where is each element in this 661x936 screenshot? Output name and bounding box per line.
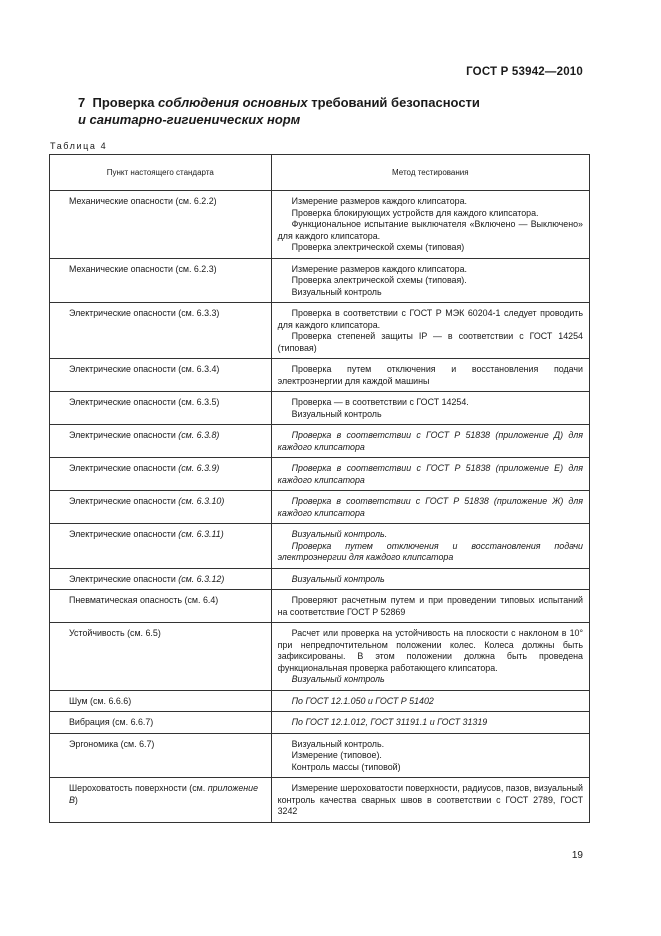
clause-text: Электрические опасности — [69, 430, 179, 440]
clause-ref: (см. 6.3.8) — [178, 430, 220, 440]
clause-text: Механические опасности (см. 6.2.2) — [69, 196, 217, 206]
method-line: Проверка степеней защиты IP — в соответствии с ГОСТ 14254 (типовая) — [277, 331, 583, 353]
clause-text: Электрические опасности (см. 6.3.5) — [69, 397, 220, 407]
method-line: Измерение размеров каждого клипсатора. — [291, 196, 468, 206]
method-cell — [271, 778, 589, 823]
method-cell — [271, 491, 589, 524]
method-line: Визуальный контроль — [291, 408, 382, 419]
method-line: Проверка электрической схемы (типовая) — [291, 242, 465, 252]
clause-text: Электрические опасности — [69, 463, 179, 473]
method-cell — [271, 425, 589, 458]
method-line: Проверка блокирующих устройств для каждого клипсатора. — [291, 207, 539, 218]
clause-cell — [50, 690, 272, 712]
table-row — [50, 359, 590, 392]
clause-cell — [50, 712, 272, 734]
method-line: Расчет или проверка на устойчивость на плоскости с наклоном в 10° при непредпочтительном положении колес. Колеса должны быть зафиксированы. В этом положении должна быть проведена функциональная проверка работающего клипсатора. — [277, 628, 583, 673]
section-title-part2: соблюдения основных — [158, 95, 308, 110]
clause-cell — [50, 359, 272, 392]
table-row — [50, 524, 590, 569]
clause-text: Электрические опасности (см. 6.3.4) — [69, 364, 220, 374]
method-line: Визуальный контроль — [291, 286, 382, 297]
method-cell — [271, 258, 589, 303]
method-line: Измерение размеров каждого клипсатора. — [291, 263, 468, 274]
method-cell — [271, 712, 589, 734]
method-cell — [271, 458, 589, 491]
clause-text: Шероховатость поверхности (см. — [69, 783, 208, 793]
table-row — [50, 623, 590, 691]
table-row — [50, 191, 590, 259]
page-number: 19 — [571, 850, 583, 861]
clause-text: Вибрация (см. 6.6.7) — [69, 717, 154, 727]
method-line: Функциональное испытание выключателя «Включено — Выключено» для каждого клипсатора. — [277, 219, 583, 241]
method-line: Контроль массы (типовой) — [291, 761, 401, 772]
table-row — [50, 590, 590, 623]
table-header-row — [50, 155, 590, 191]
clause-ref: (см. 6.3.9) — [178, 463, 220, 473]
method-line: Проверка электрической схемы (типовая). — [291, 275, 467, 285]
method-line: Измерение шероховатости поверхности, радиусов, пазов, визуальный контроль качества сварных швов в соответствии с ГОСТ 2789, ГОСТ 3242 — [277, 783, 583, 816]
section-title-line2: и санитарно-гигиенических норм — [78, 112, 301, 127]
method-line: Проверяют расчетным путем и при проведении типовых испытаний на соответствие ГОСТ Р 52869 — [277, 595, 583, 617]
section-number: 7 — [78, 95, 86, 110]
clause-cell — [50, 425, 272, 458]
method-cell — [271, 303, 589, 359]
method-line: Визуальный контроль — [291, 573, 385, 584]
clause-text: Шум (см. 6.6.6) — [69, 695, 132, 706]
clause-cell — [50, 733, 272, 778]
clause-cell — [50, 458, 272, 491]
method-cell — [271, 623, 589, 691]
clause-cell — [50, 303, 272, 359]
table-row — [50, 491, 590, 524]
method-line: Визуальный контроль — [291, 674, 385, 684]
clause-ref: (см. 6.3.10) — [178, 496, 225, 506]
method-cell — [271, 690, 589, 712]
clause-text: Пневматическая опасность (см. 6.4) — [69, 595, 219, 605]
method-line: Проверка в соответствии с ГОСТ Р 51838 (приложение Е) для каждого клипсатора — [277, 463, 583, 485]
section-title-part1: Проверка — [92, 95, 159, 110]
clause-text: Электрические опасности (см. 6.3.3) — [69, 308, 220, 318]
table-body — [50, 191, 590, 823]
method-cell — [271, 590, 589, 623]
clause-text: Электрические опасности — [69, 529, 179, 539]
method-line: По ГОСТ 12.1.050 и ГОСТ Р 51402 — [291, 695, 434, 706]
method-line: Проверка путем отключения и восстановления подачи электроэнергии для каждого клипсатора — [277, 540, 583, 562]
clause-text: Электрические опасности — [69, 573, 179, 584]
method-cell — [271, 359, 589, 392]
method-line: Визуальный контроль. — [291, 529, 388, 539]
table-row — [50, 712, 590, 734]
document-header: ГОСТ Р 53942—2010 — [466, 66, 583, 78]
clause-text: Устойчивость (см. 6.5) — [69, 628, 161, 638]
header-method: Метод тестирования — [271, 155, 589, 191]
clause-cell — [50, 258, 272, 303]
method-line: Проверка в соответствии с ГОСТ Р 51838 (приложение Д) для каждого клипсатора — [277, 430, 583, 452]
method-line: Проверка в соответствии с ГОСТ Р МЭК 60204-1 следует проводить для каждого клипсатора. — [277, 308, 583, 330]
table-row — [50, 568, 590, 590]
section-title-part3: требований безопасности — [307, 95, 480, 110]
clause-cell — [50, 778, 272, 823]
method-cell — [271, 733, 589, 778]
clause-cell — [50, 392, 272, 425]
table-row — [50, 690, 590, 712]
clause-ref: приложение В — [69, 783, 259, 805]
clause-text: Электрические опасности — [69, 496, 179, 506]
table-row — [50, 778, 590, 823]
clause-ref: (см. 6.3.11) — [178, 529, 224, 539]
clause-ref: (см. 6.3.12) — [178, 573, 225, 584]
method-cell — [271, 392, 589, 425]
header-clause: Пункт настоящего стандарта — [50, 155, 272, 191]
clause-text: Эргономика (см. 6.7) — [69, 738, 155, 749]
clause-cell — [50, 524, 272, 569]
method-cell — [271, 524, 589, 569]
table-row — [50, 458, 590, 491]
clause-cell — [50, 191, 272, 259]
clause-cell — [50, 590, 272, 623]
clause-cell — [50, 568, 272, 590]
table-row — [50, 733, 590, 778]
methods-table — [49, 154, 590, 823]
clause-cell — [50, 623, 272, 691]
method-line: По ГОСТ 12.1.012, ГОСТ 31191.1 и ГОСТ 31319 — [291, 717, 488, 727]
table-row — [50, 303, 590, 359]
clause-suffix: ) — [74, 794, 78, 805]
table-label: Таблица 4 — [50, 141, 108, 151]
method-line: Проверка в соответствии с ГОСТ Р 51838 (приложение Ж) для каждого клипсатора — [277, 496, 583, 518]
section-title — [78, 94, 578, 128]
method-line: Измерение (типовое). — [291, 750, 382, 760]
table-row — [50, 258, 590, 303]
clause-cell — [50, 491, 272, 524]
table-row — [50, 392, 590, 425]
method-cell — [271, 568, 589, 590]
clause-text: Механические опасности (см. 6.2.3) — [69, 263, 217, 274]
table-row — [50, 425, 590, 458]
method-line: Проверка — в соответствии с ГОСТ 14254. — [291, 397, 469, 407]
method-line: Проверка путем отключения и восстановления подачи электроэнергии для каждой машины — [277, 364, 583, 386]
method-line: Визуальный контроль. — [291, 738, 385, 749]
method-cell — [271, 191, 589, 259]
